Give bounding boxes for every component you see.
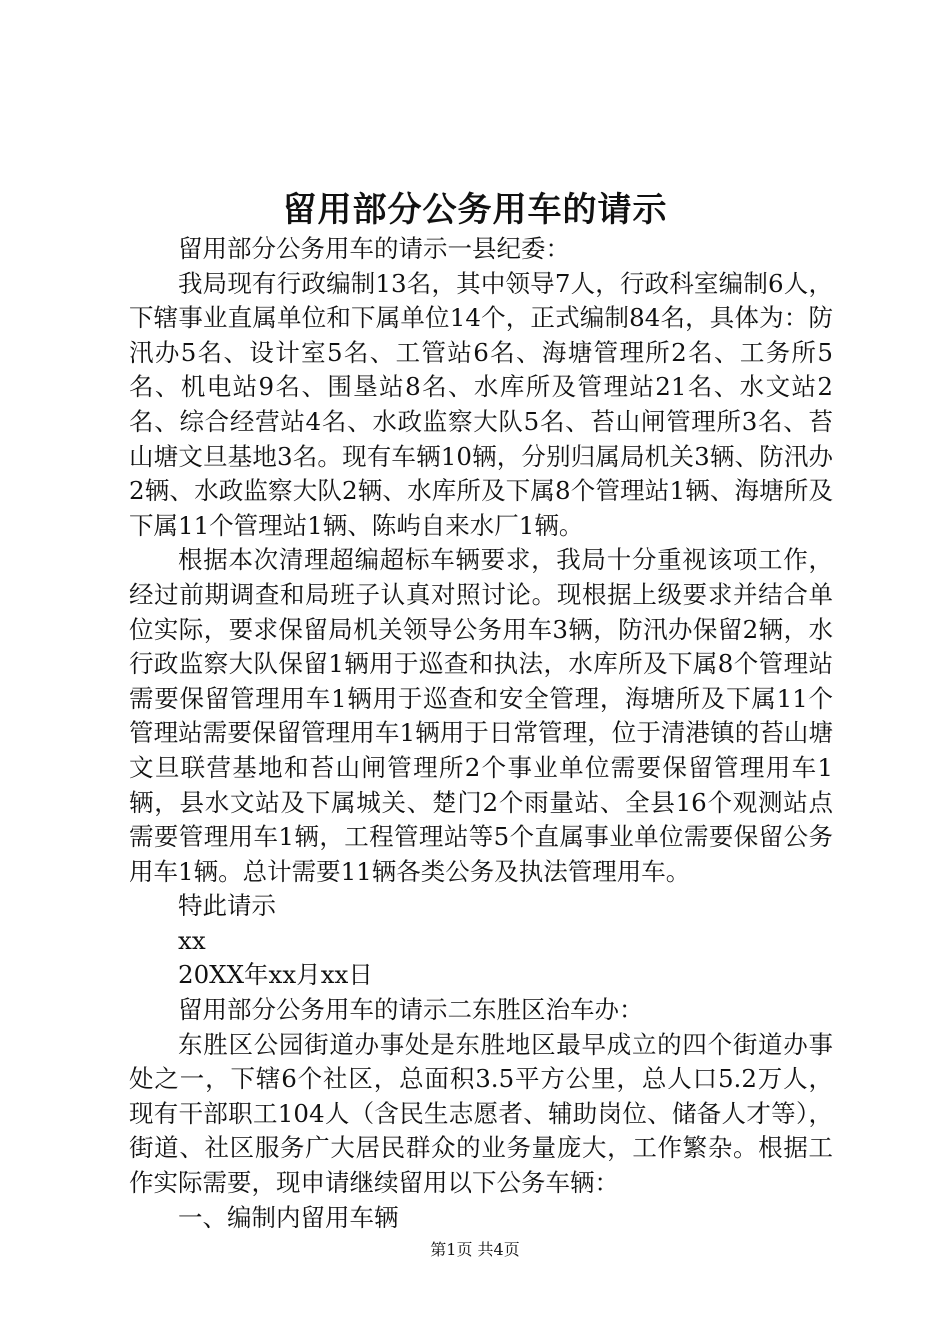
page-footer: 第1页 共4页 — [430, 1240, 520, 1259]
paragraph-addressee-2: 留用部分公务用车的请示二东胜区治车办： — [178, 995, 644, 1025]
paragraph-district-intro: 东胜区公园街道办事处是东胜地区最早成立的四个街道办事处之一，下辖6个社区，总面积3.5平方公里，总人口5.2万人，现有干部职工104人（含民生志愿者、辅助岗位、储备人才等），街道、社区服务广大居民群众的业务量庞大，工作繁杂。根据工作实际需要，现申请继续留用以下公务车辆： — [129, 1029, 833, 1198]
paragraph-addressee-1: 留用部分公务用车的请示一县纪委： — [178, 234, 570, 263]
paragraph-date: 20XX年xx月xx日 — [178, 960, 373, 990]
paragraph-staffing: 我局现有行政编制13名，其中领导7人，行政科室编制6人，下辖事业直属单位和下属单位14个，正式编制84名，具体为：防汛办5名、设计室5名、工管站6名、海塘管理所2名、工务所5名、机电站9名、围垦站8名、水库所及管理站21名、水文站2名、综合经营站4名、水政监察大队5名、苔山闸管理所3名、苔山塘文旦基地3名。现有车辆10辆，分别归属局机关3辆、防汛办2辆、水政监察大队2辆、水库所及下属8个管理站1辆、海塘所及下属11个管理站1辆、陈屿自来水厂1辆。 — [129, 268, 833, 540]
paragraph-signature: xx — [178, 925, 206, 955]
document-body — [129, 232, 833, 1235]
paragraph-section-heading: 一、编制内留用车辆 — [178, 1202, 399, 1232]
document-title: 留用部分公务用车的请示 — [282, 190, 668, 230]
paragraph-closing: 特此请示 — [178, 891, 276, 921]
paragraph-request: 根据本次清理超编超标车辆要求，我局十分重视该项工作，经过前期调查和局班子认真对照讨论。现根据上级要求并结合单位实际，要求保留局机关领导公务用车3辆，防汛办保留2辆，水行政监察大队保留1辆用于巡查和执法，水库所及下属8个管理站需要保留管理用车1辆用于巡查和安全管理，海塘所及下属11个管理站需要保留管理用车1辆用于日常管理，位于清港镇的苔山塘文旦联营基地和苔山闸管理所2个事业单位需要保留管理用车1辆，县水文站及下属城关、楚门2个雨量站、全县16个观测站点需要管理用车1辆，工程管理站等5个直属事业单位需要保留公务用车1辆。总计需要11辆各类公务及执法管理用车。 — [129, 545, 833, 886]
